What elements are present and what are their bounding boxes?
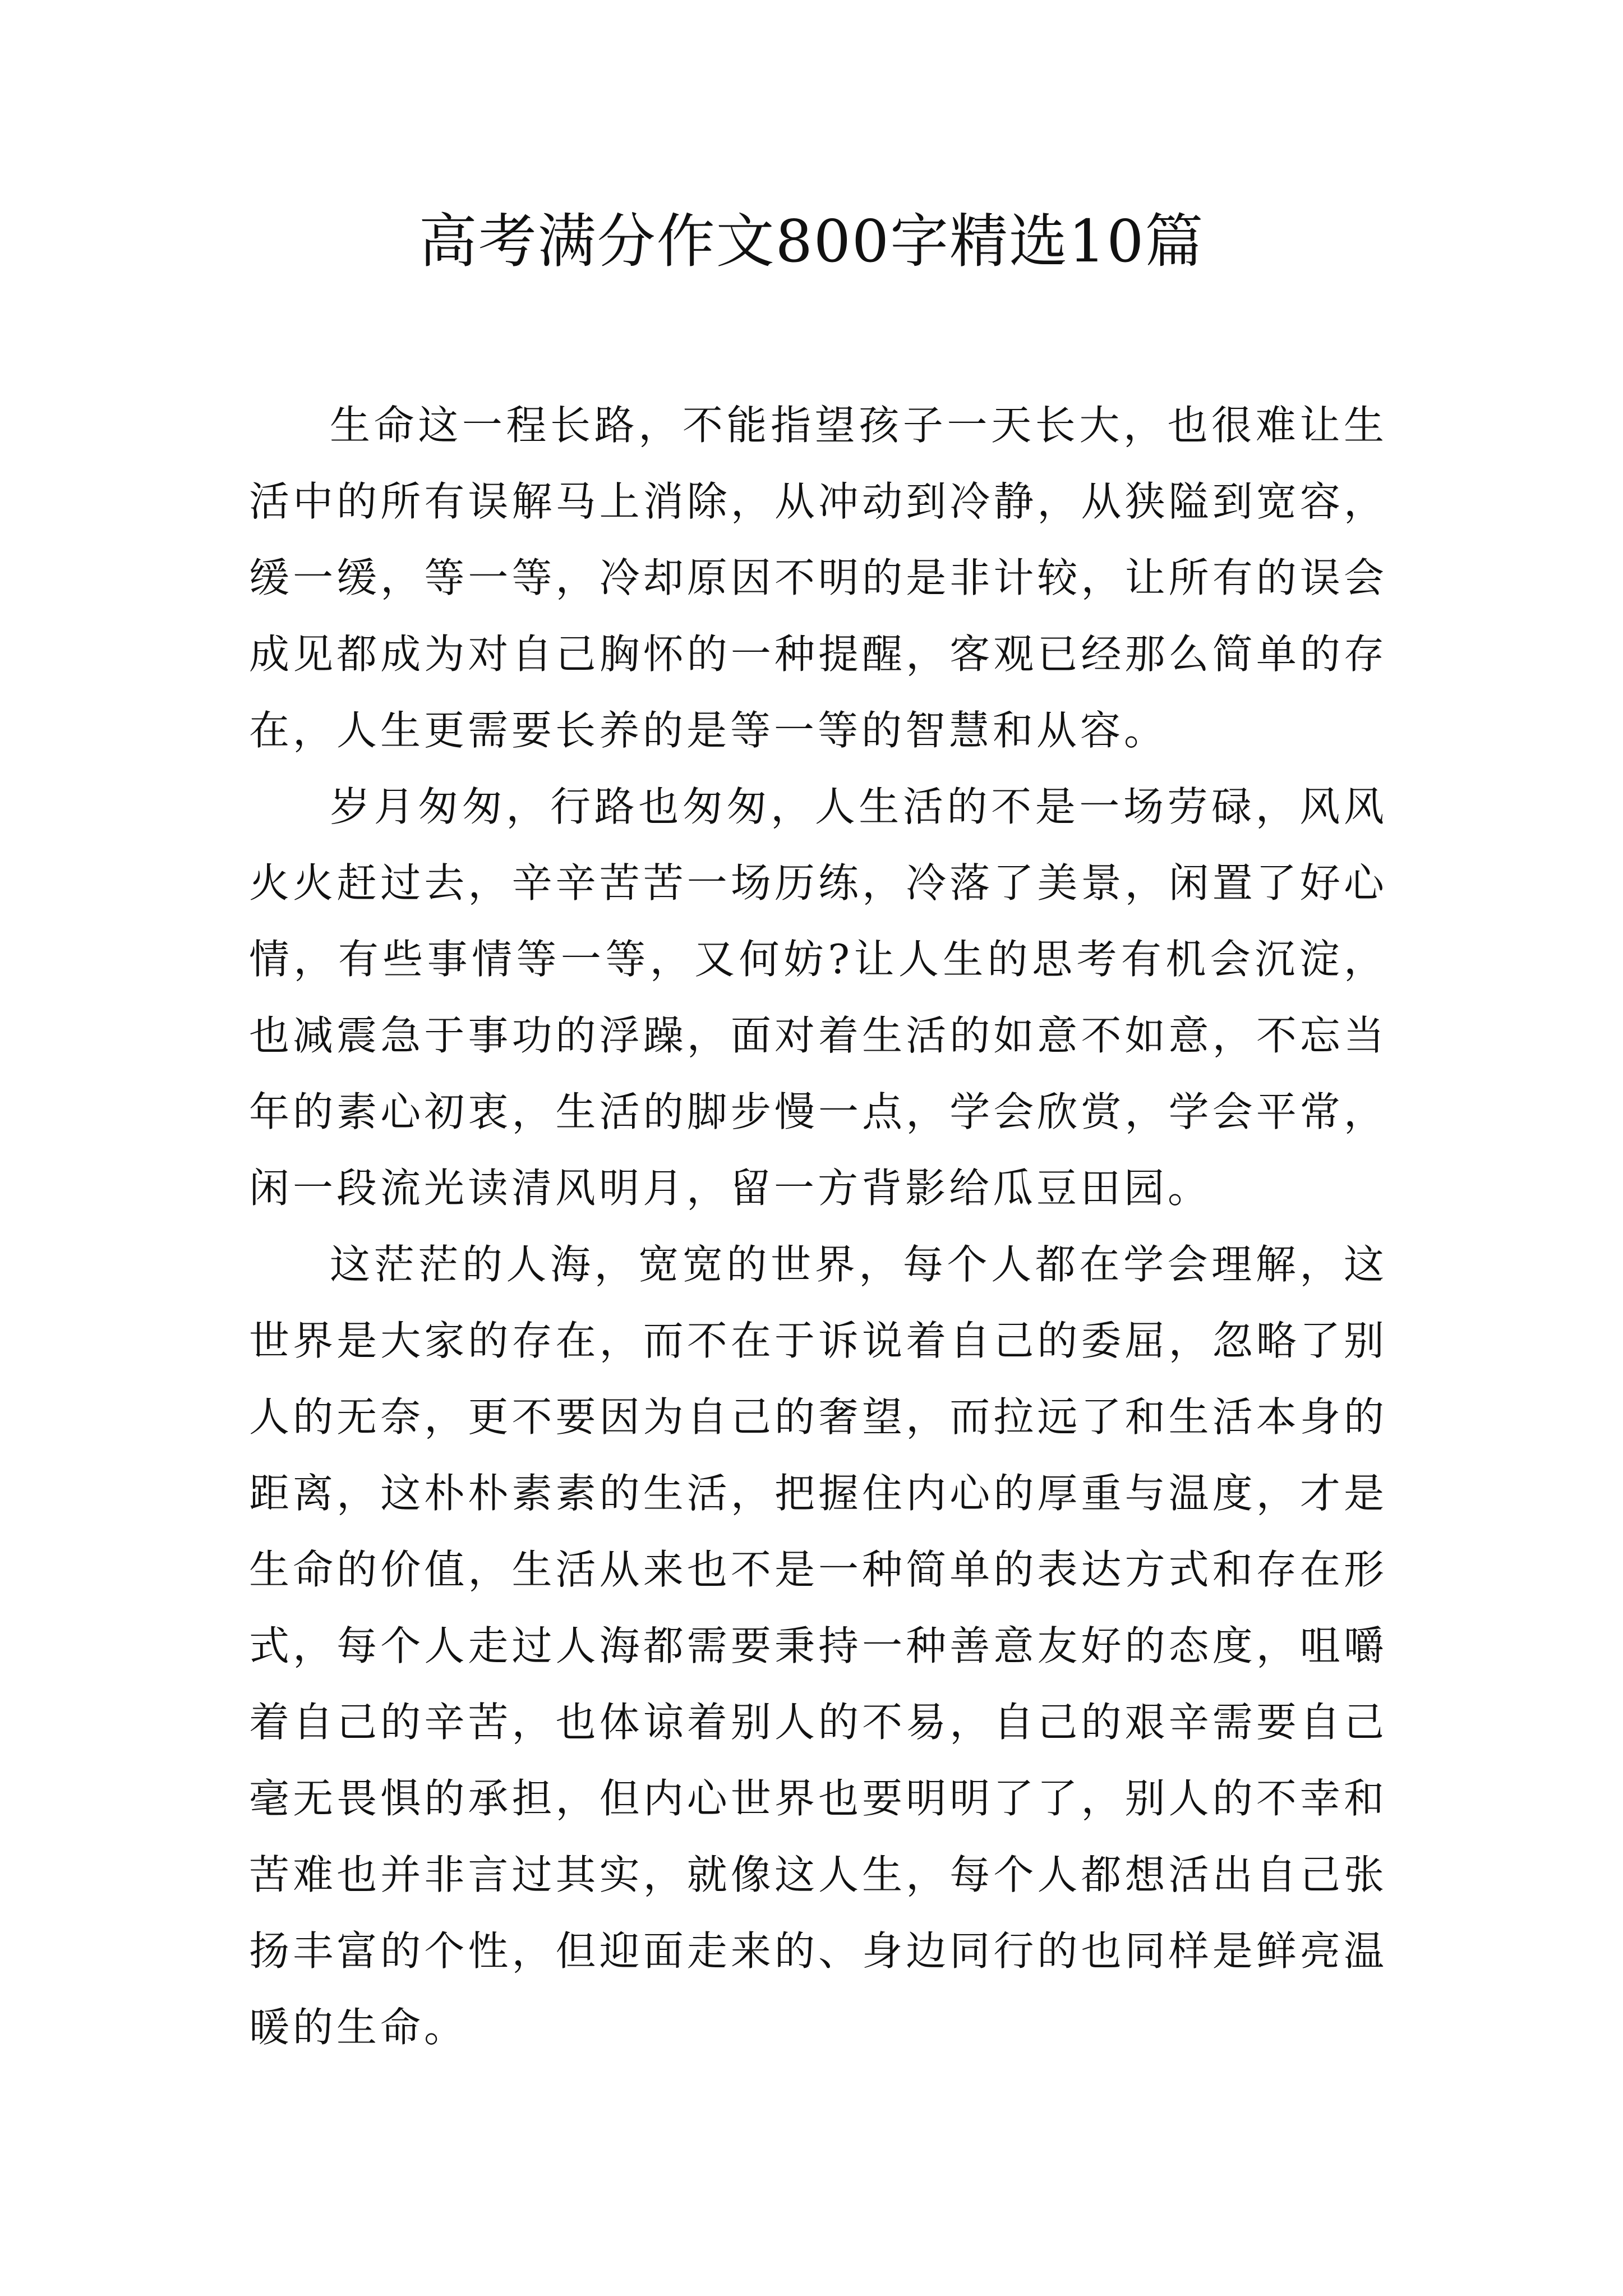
document-body (249, 387, 1387, 2065)
document-title: 高考满分作文800字精选10篇 (418, 207, 1205, 275)
paragraph-3: 这茫茫的人海，宽宽的世界，每个人都在学会理解，这世界是大家的存在，而不在于诉说着自己的委屈，忽略了别人的无奈，更不要因为自己的奢望，而拉远了和生活本身的距离，这朴朴素素的生活，把握住内心的厚重与温度，才是生命的价值，生活从来也不是一种简单的表达方式和存在形式，每个人走过人海都需要秉持一种善意友好的态度，咀嚼着自己的辛苦，也体谅着别人的不易，自己的艰辛需要自己毫无畏惧的承担，但内心世界也要明明了了，别人的不幸和苦难也并非言过其实，就像这人生，每个人都想活出自己张扬丰富的个性，但迎面走来的、身边同行的也同样是鲜亮温暖的生命。 (249, 1241, 1387, 2051)
paragraph-1: 生命这一程长路，不能指望孩子一天长大，也很难让生活中的所有误解马上消除，从冲动到冷静，从狭隘到宽容，缓一缓，等一等，冷却原因不明的是非计较，让所有的误会成见都成为对自己胸怀的一种提醒，客观已经那么简单的存在，人生更需要长养的是等一等的智慧和从容。 (249, 402, 1387, 754)
paragraph-2: 岁月匆匆，行路也匆匆，人生活的不是一场劳碌，风风火火赶过去，辛辛苦苦一场历练，冷落了美景，闲置了好心情，有些事情等一等，又何妨?让人生的思考有机会沉淀，也减震急于事功的浮躁，面对着生活的如意不如意，不忘当年的素心初衷，生活的脚步慢一点，学会欣赏，学会平常，闲一段流光读清风明月，留一方背影给瓜豆田园。 (249, 783, 1387, 1212)
